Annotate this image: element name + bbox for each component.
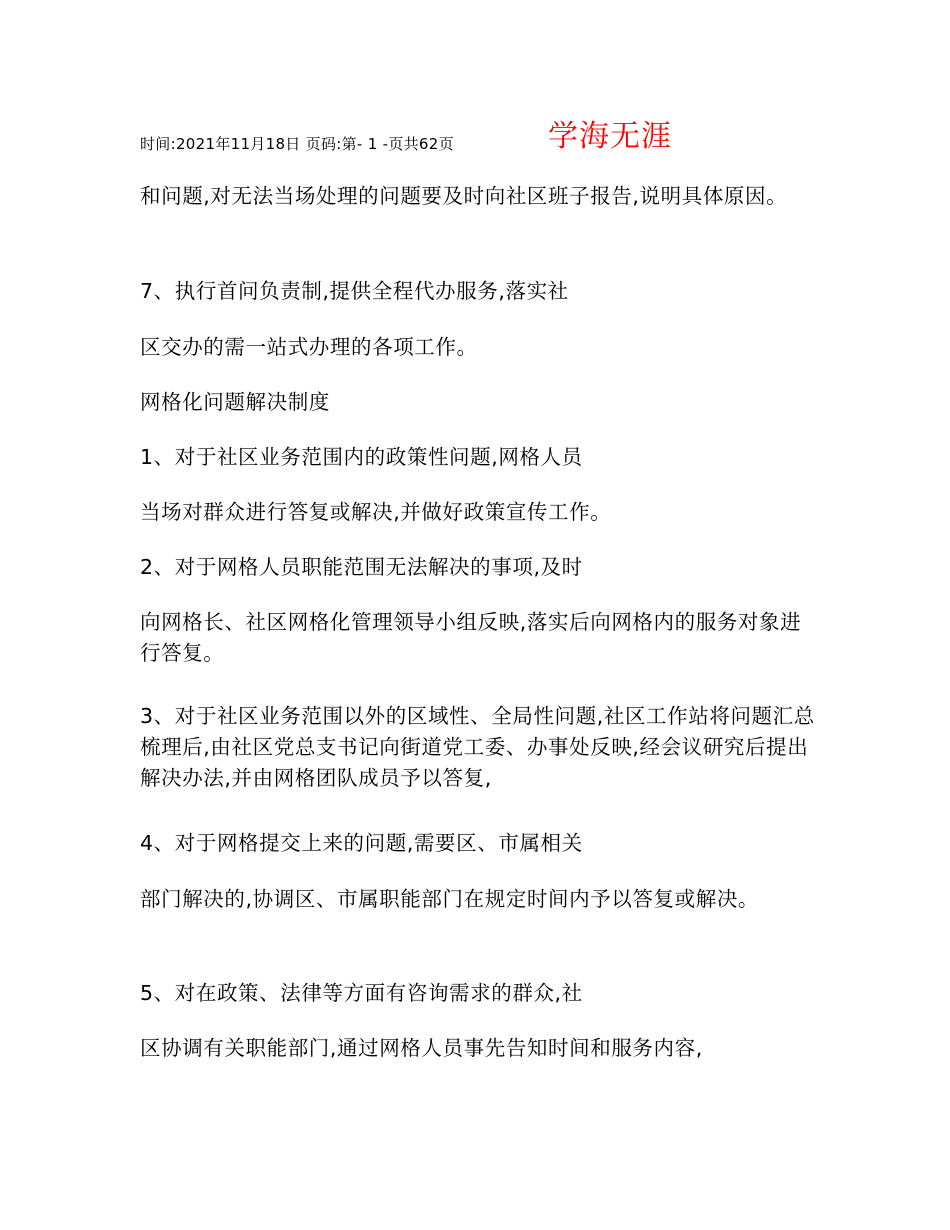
paragraph-12: 区协调有关职能部门,通过网格人员事先告知时间和服务内容, <box>140 1036 703 1060</box>
section-heading: 网格化问题解决制度 <box>140 390 330 414</box>
paragraph-9: 4、对于网格提交上来的问题,需要区、市属相关 <box>140 831 583 855</box>
paragraph-4: 1、对于社区业务范围内的政策性问题,网格人员 <box>140 445 583 469</box>
paragraph-2: 7、执行首问负责制,提供全程代办服务,落实社 <box>140 279 569 303</box>
header-meta-text: 时间:2021年11月18日 页码:第- 1 -页共62页 <box>140 135 454 153</box>
paragraph-3: 区交办的需一站式办理的各项工作。 <box>140 335 478 359</box>
header-brand-text: 学海无涯 <box>548 119 672 154</box>
page-header <box>140 118 840 158</box>
paragraph-10: 部门解决的,协调区、市属职能部门在规定时间内予以答复或解决。 <box>140 887 760 911</box>
paragraph-11: 5、对在政策、法律等方面有咨询需求的群众,社 <box>140 981 583 1005</box>
paragraph-7: 向网格长、社区网格化管理领导小组反映,落实后向网格内的服务对象进行答复。 <box>140 610 802 665</box>
paragraph-5: 当场对群众进行答复或解决,并做好政策宣传工作。 <box>140 500 612 524</box>
paragraph-6: 2、对于网格人员职能范围无法解决的事项,及时 <box>140 555 583 579</box>
paragraph-8: 3、对于社区业务范围以外的区域性、全局性问题,社区工作站将问题汇总梳理后,由社区党总支书记向街道党工委、办事处反映,经会议研究后提出解决办法,并由网格团队成员予以答复, <box>140 704 815 790</box>
paragraph-1: 和问题,对无法当场处理的问题要及时向社区班子报告,说明具体原因。 <box>140 184 788 208</box>
